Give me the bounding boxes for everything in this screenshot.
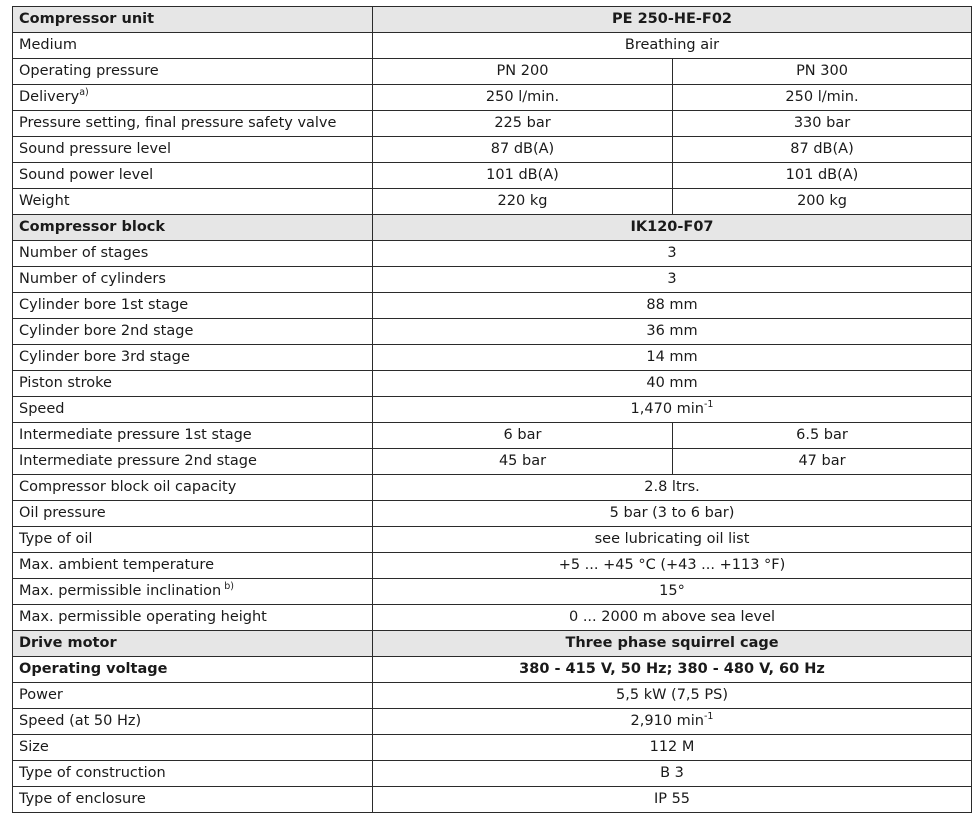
row-value-text: 200 kg: [797, 192, 847, 209]
row-label: [13, 787, 373, 813]
row-label: [13, 449, 373, 475]
row-value-text: 1,470 min: [630, 400, 704, 417]
row-value: [373, 85, 673, 111]
row-value-text: Three phase squirrel cage: [565, 634, 779, 651]
row-label-text: Max. permissible inclination: [19, 582, 222, 599]
row-label: [13, 215, 373, 241]
table-row: [13, 761, 972, 787]
row-label: [13, 631, 373, 657]
row-label-text: Oil pressure: [19, 504, 106, 521]
row-value: [373, 553, 972, 579]
table-row: [13, 59, 972, 85]
row-label-text: Pressure setting, final pressure safety valve: [19, 114, 337, 131]
row-value: [673, 85, 972, 111]
row-value: [373, 137, 673, 163]
table-row: [13, 631, 972, 657]
row-value-text: 36 mm: [646, 322, 698, 339]
row-label-text: Weight: [19, 192, 70, 209]
row-value-text: IP 55: [653, 790, 691, 807]
row-label: [13, 189, 373, 215]
table-row: [13, 319, 972, 345]
row-value: [373, 163, 673, 189]
row-value-text: PN 200: [496, 62, 549, 79]
table-row: [13, 735, 972, 761]
row-value: [673, 163, 972, 189]
table-row: [13, 293, 972, 319]
row-value: [373, 631, 972, 657]
row-label: [13, 761, 373, 787]
row-value: [373, 475, 972, 501]
table-row: [13, 189, 972, 215]
row-label-text: Power: [19, 686, 63, 703]
row-value: [373, 735, 972, 761]
table-row: [13, 7, 972, 33]
row-label: [13, 241, 373, 267]
row-label-text: Type of construction: [19, 764, 166, 781]
row-label: [13, 709, 373, 735]
row-value: [373, 605, 972, 631]
row-value: [373, 33, 972, 59]
row-value-text: 87 dB(A): [790, 140, 854, 157]
table-row: [13, 267, 972, 293]
row-value-text: 47 bar: [798, 452, 846, 469]
row-value: [373, 319, 972, 345]
row-value: [673, 137, 972, 163]
row-value: [673, 423, 972, 449]
row-label: [13, 397, 373, 423]
row-value-exponent: -1: [704, 710, 714, 722]
row-label: [13, 7, 373, 33]
row-value-text: 5 bar (3 to 6 bar): [609, 504, 735, 521]
table-row: [13, 579, 972, 605]
row-value: [373, 59, 673, 85]
row-value: [373, 657, 972, 683]
row-label-text: Type of oil: [19, 530, 93, 547]
row-label-text: Cylinder bore 3rd stage: [19, 348, 190, 365]
table-row: [13, 449, 972, 475]
table-row: [13, 423, 972, 449]
row-label-text: Compressor unit: [19, 10, 155, 27]
row-value-text: PE 250-HE-F02: [612, 10, 733, 27]
row-label-text: Max. ambient temperature: [19, 556, 214, 573]
specification-table: [12, 6, 972, 813]
row-label-text: Delivery: [19, 88, 80, 105]
row-label-text: Cylinder bore 2nd stage: [19, 322, 194, 339]
row-label-footnote: b): [221, 580, 234, 592]
row-value: [373, 423, 673, 449]
row-value: [373, 371, 972, 397]
table-row: [13, 85, 972, 111]
row-value: [373, 761, 972, 787]
row-label-text: Sound power level: [19, 166, 154, 183]
row-value: [373, 111, 673, 137]
table-row: [13, 709, 972, 735]
row-value-text: 330 bar: [793, 114, 851, 131]
row-value-text: 40 mm: [646, 374, 698, 391]
row-label-text: Compressor block: [19, 218, 166, 235]
row-label-text: Piston stroke: [19, 374, 112, 391]
row-label: [13, 137, 373, 163]
row-label: [13, 293, 373, 319]
row-value-text: 0 ... 2000 m above sea level: [568, 608, 776, 625]
row-label: [13, 501, 373, 527]
row-value: [373, 501, 972, 527]
row-value: [373, 397, 972, 423]
table-row: [13, 241, 972, 267]
table-row: [13, 215, 972, 241]
table-row: [13, 787, 972, 813]
row-label-text: Operating pressure: [19, 62, 159, 79]
row-value-exponent: -1: [704, 398, 714, 410]
table-row: [13, 371, 972, 397]
row-value: [373, 345, 972, 371]
row-label-text: Intermediate pressure 2nd stage: [19, 452, 257, 469]
row-value-text: 5,5 kW (7,5 PS): [616, 686, 728, 703]
row-value-text: 3: [667, 244, 677, 261]
row-label: [13, 553, 373, 579]
row-value: [373, 683, 972, 709]
row-label-text: Medium: [19, 36, 77, 53]
row-label: [13, 33, 373, 59]
row-value: [373, 7, 972, 33]
row-value-text: 6 bar: [503, 426, 542, 443]
row-value: [373, 267, 972, 293]
row-value: [673, 189, 972, 215]
table-row: [13, 33, 972, 59]
row-label-text: Drive motor: [19, 634, 117, 651]
row-value-text: 220 kg: [497, 192, 548, 209]
row-value-text: Breathing air: [624, 36, 720, 53]
row-label: [13, 657, 373, 683]
row-value: [373, 241, 972, 267]
specification-table-body: [13, 7, 972, 813]
row-label: [13, 319, 373, 345]
row-value: [373, 787, 972, 813]
row-value: [373, 293, 972, 319]
row-label: [13, 735, 373, 761]
row-value: [373, 449, 673, 475]
row-value-text: 15°: [659, 582, 685, 599]
table-row: [13, 137, 972, 163]
row-label: [13, 475, 373, 501]
row-label-text: Size: [19, 738, 49, 755]
row-value: [673, 59, 972, 85]
row-label: [13, 605, 373, 631]
row-value-text: IK120-F07: [630, 218, 714, 235]
table-row: [13, 111, 972, 137]
row-value-text: see lubricating oil list: [594, 530, 750, 547]
row-label: [13, 579, 373, 605]
row-value-text: PN 300: [796, 62, 848, 79]
row-label: [13, 527, 373, 553]
table-row: [13, 657, 972, 683]
row-value-text: B 3: [660, 764, 684, 781]
row-label: [13, 423, 373, 449]
row-value-text: 101 dB(A): [785, 166, 859, 183]
row-value-text: 380 - 415 V, 50 Hz; 380 - 480 V, 60 Hz: [519, 660, 825, 677]
row-value-text: 250 l/min.: [785, 88, 859, 105]
row-value-text: 101 dB(A): [486, 166, 559, 183]
row-label-footnote: a): [79, 86, 89, 98]
row-value: [373, 579, 972, 605]
row-label-text: Number of stages: [19, 244, 149, 261]
row-label: [13, 345, 373, 371]
table-row: [13, 553, 972, 579]
row-label: [13, 111, 373, 137]
row-value-text: 6.5 bar: [796, 426, 848, 443]
table-row: [13, 683, 972, 709]
row-label: [13, 267, 373, 293]
row-value-text: +5 ... +45 °C (+43 ... +113 °F): [558, 556, 786, 573]
row-value: [373, 189, 673, 215]
row-label-text: Cylinder bore 1st stage: [19, 296, 189, 313]
row-label-text: Intermediate pressure 1st stage: [19, 426, 252, 443]
row-label: [13, 59, 373, 85]
row-value: [373, 527, 972, 553]
row-label: [13, 85, 373, 111]
table-row: [13, 475, 972, 501]
table-row: [13, 605, 972, 631]
row-label-text: Speed: [19, 400, 65, 417]
row-value-text: 88 mm: [646, 296, 698, 313]
row-label: [13, 371, 373, 397]
row-label-text: Sound pressure level: [19, 140, 171, 157]
row-value-text: 3: [667, 270, 677, 287]
row-label-text: Operating voltage: [19, 660, 168, 677]
table-row: [13, 163, 972, 189]
row-value-text: 112 M: [649, 738, 695, 755]
row-value: [673, 449, 972, 475]
row-value: [373, 215, 972, 241]
table-row: [13, 397, 972, 423]
row-value-text: 45 bar: [498, 452, 547, 469]
row-value-text: 225 bar: [494, 114, 551, 131]
row-value-text: 14 mm: [646, 348, 698, 365]
row-label-text: Compressor block oil capacity: [19, 478, 237, 495]
table-row: [13, 501, 972, 527]
row-value: [373, 709, 972, 735]
row-label-text: Type of enclosure: [19, 790, 146, 807]
table-row: [13, 345, 972, 371]
row-value-text: 250 l/min.: [485, 88, 560, 105]
row-label-text: Speed (at 50 Hz): [19, 712, 142, 729]
row-label-text: Max. permissible operating height: [19, 608, 267, 625]
row-value-text: 2.8 ltrs.: [644, 478, 700, 495]
row-value: [673, 111, 972, 137]
row-label: [13, 163, 373, 189]
row-label-text: Number of cylinders: [19, 270, 166, 287]
row-value-text: 87 dB(A): [490, 140, 555, 157]
row-label: [13, 683, 373, 709]
row-value-text: 2,910 min: [630, 712, 704, 729]
table-row: [13, 527, 972, 553]
